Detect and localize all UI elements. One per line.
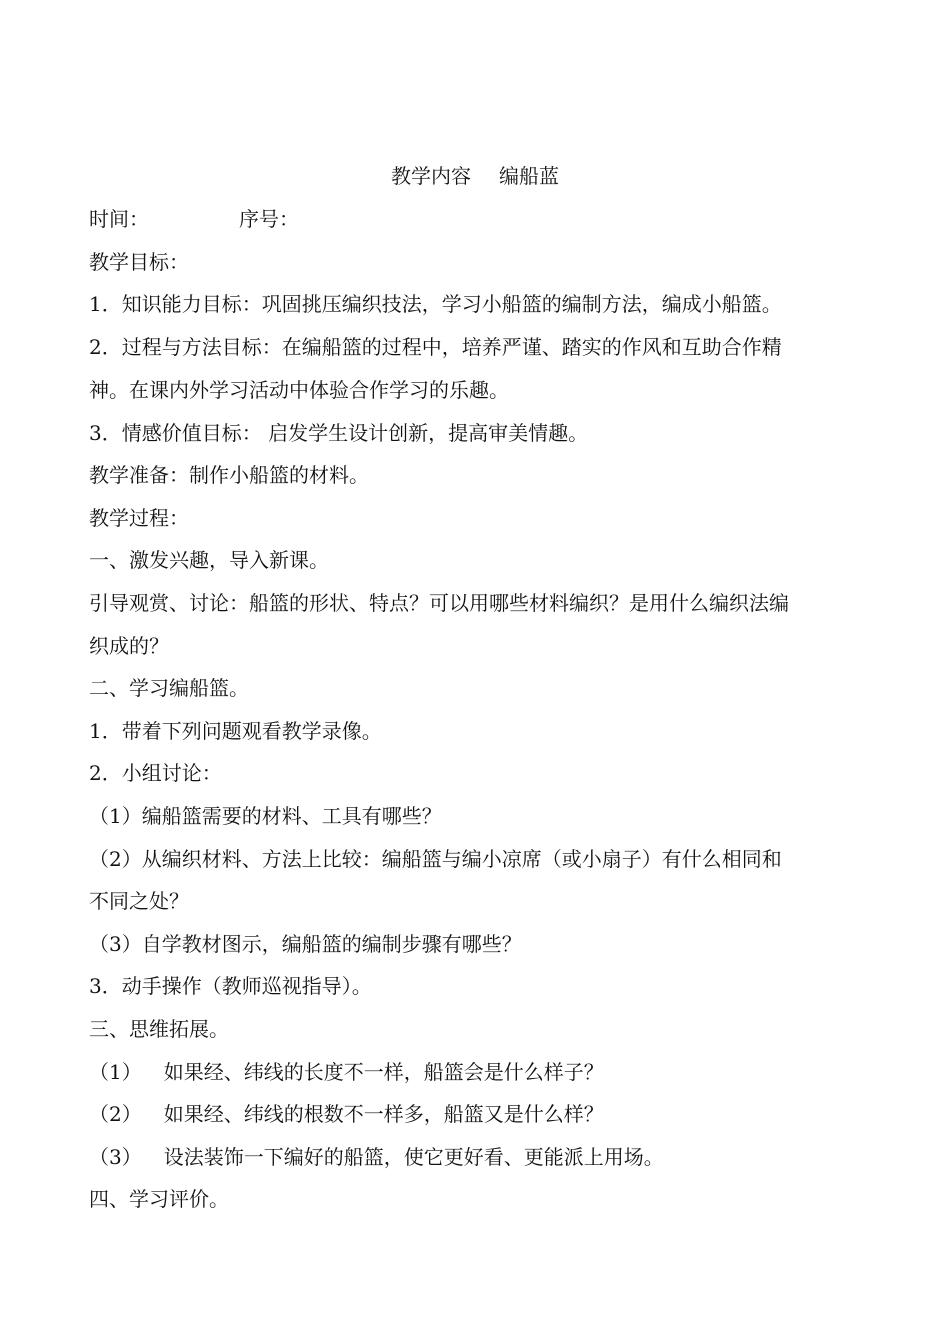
section-2-heading: 二、学习编船篮。 [89,676,249,700]
section-1-text-line-1: 引导观赏、讨论：船篮的形状、特点？可以用哪些材料编织？是用什么编织法编 [89,591,789,615]
section-1-heading: 一、激发兴趣，导入新课。 [89,548,329,572]
time-label: 时间： [89,207,149,231]
objective-2-line-2: 神。在课内外学习活动中体验合作学习的乐趣。 [89,378,509,402]
section-2-question-2-line-2: 不同之处？ [89,889,189,913]
section-1-text-line-2: 织成的？ [89,634,169,658]
section-2-question-2-line-1: （2）从编织材料、方法上比较：编船篮与编小凉席（或小扇子）有什么相同和 [89,847,782,871]
seq-label: 序号： [239,207,299,231]
section-2-item-2: 2．小组讨论： [89,761,222,785]
section-3-q3-text: 设法装饰一下编好的船篮，使它更好看、更能派上用场。 [163,1145,664,1169]
objective-1: 1．知识能力目标：巩固挑压编织技法，学习小船篮的编制方法，编成小船篮。 [89,292,782,316]
section-3-q2-number: （2） [89,1102,142,1126]
objective-2-line-1: 2．过程与方法目标：在编船篮的过程中，培养严谨、踏实的作风和互助合作精 [89,335,782,359]
section-3-question-2 [89,1098,604,1130]
section-3-heading: 三、思维拓展。 [89,1017,229,1041]
objectives-heading: 教学目标： [89,250,189,274]
section-2-question-1: （1）编船篮需要的材料、工具有哪些？ [89,804,442,828]
process-heading: 教学过程： [89,506,189,530]
section-2-question-3: （3）自学教材图示，编船篮的编制步骤有哪些？ [89,932,522,956]
section-3-q1-text: 如果经、纬线的长度不一样，船篮会是什么样子？ [163,1060,604,1084]
section-2-item-3: 3．动手操作（教师巡视指导）。 [89,974,372,998]
section-3-question-3 [89,1141,664,1173]
section-3-q3-number: （3） [89,1145,142,1169]
time-seq-line [89,203,299,235]
section-3-q1-number: （1） [89,1060,142,1084]
title-topic: 编船蓝 [499,164,559,188]
title-main: 教学内容 [391,164,471,188]
section-4-heading: 四、学习评价。 [89,1187,229,1211]
section-3-question-1 [89,1056,604,1088]
document-title [0,160,950,192]
section-2-item-1: 1．带着下列问题观看教学录像。 [89,719,382,743]
objective-3: 3．情感价值目标： 启发学生设计创新，提高审美情趣。 [89,421,589,445]
section-3-q2-text: 如果经、纬线的根数不一样多，船篮又是什么样？ [163,1102,604,1126]
preparation: 教学准备：制作小船篮的材料。 [89,463,369,487]
